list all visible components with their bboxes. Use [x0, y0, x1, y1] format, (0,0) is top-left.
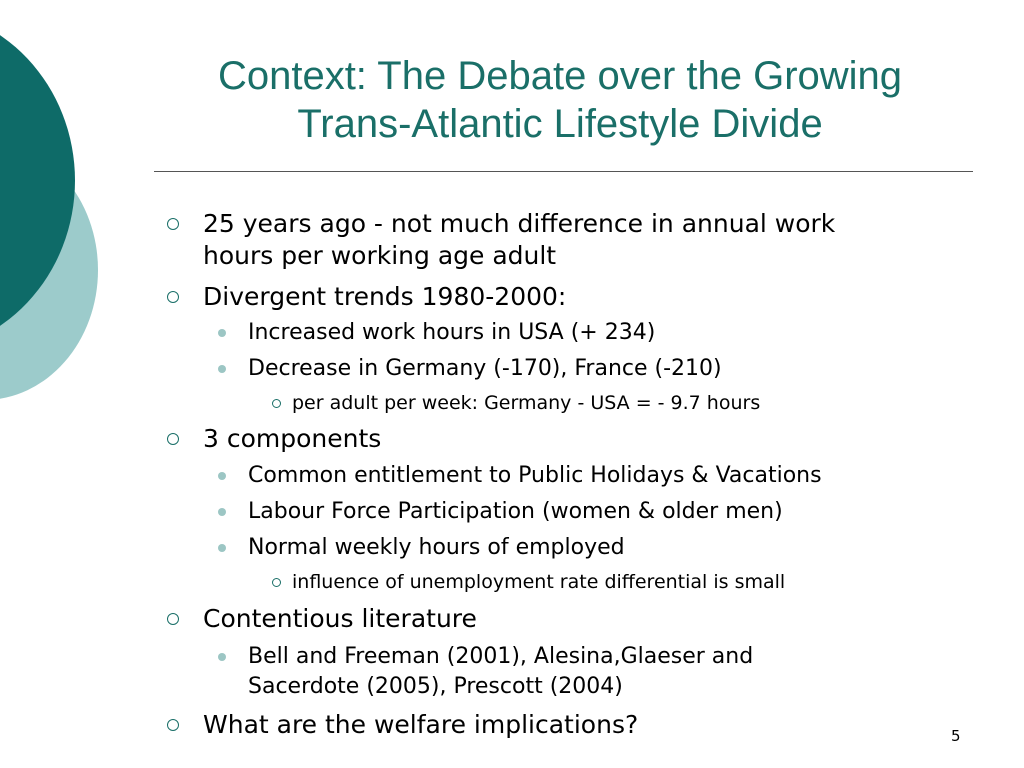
- sub-sub-bullet-text: influence of unemployment rate differential is small: [292, 571, 786, 593]
- hollow-circle-bullet-icon: [167, 291, 179, 303]
- bullet-item: [203, 423, 381, 455]
- dot-bullet-icon: [218, 544, 226, 552]
- sub-bullet-text: Sacerdote (2005), Prescott (2004): [248, 674, 623, 699]
- dot-bullet-icon: [218, 472, 226, 480]
- hollow-circle-bullet-icon: [167, 719, 179, 731]
- dot-bullet-icon: [218, 329, 226, 337]
- sub-bullet-item: [248, 533, 625, 563]
- sub-sub-bullet-text: per adult per week: Germany - USA = - 9.7 hours: [292, 392, 761, 414]
- slide-title-line2: Trans-Atlantic Lifestyle Divide: [297, 102, 823, 146]
- dot-bullet-icon: [218, 653, 226, 661]
- sub-bullet-text: Labour Force Participation (women & older men): [248, 499, 783, 524]
- sub-bullet-item-continuation: [248, 672, 623, 702]
- sub-bullet-text: Increased work hours in USA (+ 234): [248, 320, 656, 345]
- hollow-circle-bullet-icon: [167, 613, 179, 625]
- sub-bullet-text: Decrease in Germany (-170), France (-210): [248, 356, 722, 381]
- bullet-item: [203, 603, 477, 635]
- sub-bullet-item: [248, 354, 722, 384]
- hollow-circle-bullet-icon: [167, 218, 179, 230]
- bullet-text: 3 components: [203, 424, 382, 453]
- sub-bullet-text: Common entitlement to Public Holidays & Vacations: [248, 463, 822, 488]
- bullet-item: [203, 709, 638, 741]
- sub-bullet-item: [248, 642, 753, 672]
- dot-bullet-icon: [218, 508, 226, 516]
- bullet-text: Divergent trends 1980-2000:: [203, 282, 567, 311]
- hollow-circle-bullet-icon: [272, 399, 281, 408]
- hollow-circle-bullet-icon: [167, 433, 179, 445]
- sub-bullet-text: Normal weekly hours of employed: [248, 535, 625, 560]
- sub-bullet-text: Bell and Freeman (2001), Alesina,Glaeser and: [248, 644, 754, 669]
- sub-sub-bullet-item: [292, 569, 785, 595]
- hollow-circle-bullet-icon: [272, 578, 281, 587]
- bullet-item-continuation: [203, 240, 556, 272]
- slide-title-line1: Context: The Debate over the Growing: [217, 54, 903, 98]
- sub-sub-bullet-item: [292, 390, 760, 416]
- bullet-item: [203, 281, 566, 313]
- sub-bullet-item: [248, 497, 783, 527]
- sub-bullet-item: [248, 461, 822, 491]
- bullet-item: [203, 208, 835, 240]
- bullet-text: 25 years ago - not much difference in annual work: [203, 209, 836, 238]
- slide-number: 5: [951, 727, 961, 745]
- bullet-text: hours per working age adult: [203, 241, 557, 270]
- bullet-text: Contentious literature: [203, 604, 477, 633]
- bullet-text: What are the welfare implications?: [203, 710, 639, 739]
- sub-bullet-item: [248, 318, 655, 348]
- dot-bullet-icon: [218, 365, 226, 373]
